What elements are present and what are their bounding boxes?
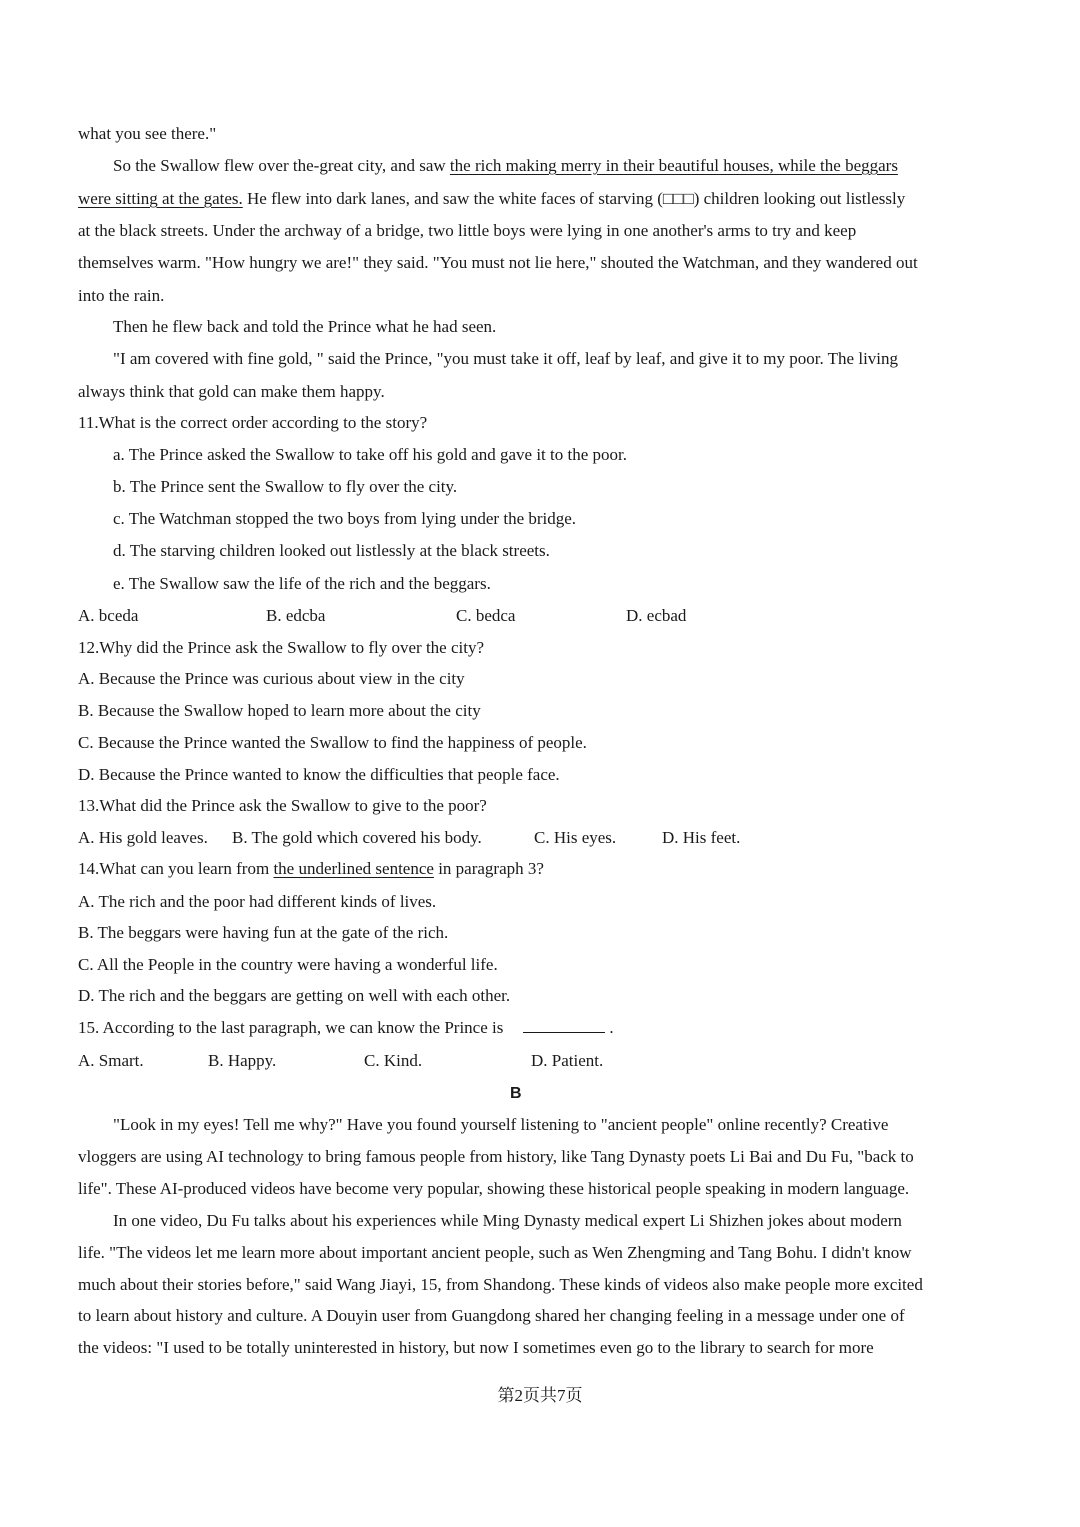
answer-option[interactable]: A. His gold leaves. xyxy=(78,828,208,847)
text: He flew into dark lanes, and saw the white faces of starving (□□□) children looking out listlessly xyxy=(242,189,906,208)
paragraph-line: into the rain. xyxy=(78,286,165,305)
answer-option[interactable]: A. Because the Prince was curious about view in the city xyxy=(78,669,465,688)
paragraph-line xyxy=(113,155,898,177)
paragraph-line: life. "The videos let me learn more about important ancient people, such as Wen Zhengming and Tang Bohu. I didn't know xyxy=(78,1243,912,1262)
underlined-sentence: the rich making merry in their beautiful houses, while the beggars xyxy=(449,156,898,175)
paragraph-line: at the black streets. Under the archway of a bridge, two little boys were lying in one another's arms to try and keep xyxy=(78,221,857,240)
text: in paragraph 3? xyxy=(433,859,544,878)
answer-option[interactable]: C. His eyes. xyxy=(534,828,617,847)
question-stem xyxy=(78,858,544,880)
answer-option[interactable]: D. His feet. xyxy=(662,828,741,847)
answer-option[interactable]: B. edcba xyxy=(266,606,326,625)
paragraph-line: what you see there." xyxy=(78,124,217,143)
answer-option[interactable]: A. bceda xyxy=(78,606,139,625)
paragraph-line: the videos: "I used to be totally uninterested in history, but now I sometimes even go to the library to search for more xyxy=(78,1338,874,1357)
underlined-sentence: were sitting at the gates. xyxy=(78,189,243,208)
question-stem xyxy=(78,1017,614,1039)
underlined-reference: the underlined sentence xyxy=(273,859,434,878)
answer-option[interactable]: C. bedca xyxy=(456,606,516,625)
order-item: c. The Watchman stopped the two boys from lying under the bridge. xyxy=(113,509,577,528)
page-number: 第2页共7页 xyxy=(497,1386,583,1405)
answer-option[interactable]: B. Because the Swallow hoped to learn more about the city xyxy=(78,701,481,720)
answer-option[interactable]: D. The rich and the beggars are getting on well with each other. xyxy=(78,986,511,1005)
paragraph-line: to learn about history and culture. A Douyin user from Guangdong shared her changing feeling in a message under one of xyxy=(78,1306,905,1325)
order-item: d. The starving children looked out listlessly at the black streets. xyxy=(113,541,550,560)
paragraph-line: In one video, Du Fu talks about his experiences while Ming Dynasty medical expert Li Shizhen jokes about modern xyxy=(113,1211,902,1230)
text: 15. According to the last paragraph, we can know the Prince is xyxy=(78,1018,504,1037)
answer-option[interactable]: B. Happy. xyxy=(208,1051,277,1070)
text: . xyxy=(609,1018,614,1037)
answer-option[interactable]: D. ecbad xyxy=(626,606,687,625)
order-item: a. The Prince asked the Swallow to take off his gold and gave it to the poor. xyxy=(113,445,627,464)
paragraph-line: always think that gold can make them happy. xyxy=(78,382,385,401)
paragraph-line: vloggers are using AI technology to bring famous people from history, like Tang Dynasty poets Li Bai and Du Fu, "back to xyxy=(78,1147,914,1166)
answer-option[interactable]: D. Because the Prince wanted to know the difficulties that people face. xyxy=(78,765,560,784)
paragraph-line: life". These AI-produced videos have become very popular, showing these historical people speaking in modern language. xyxy=(78,1179,910,1198)
answer-option[interactable]: D. Patient. xyxy=(531,1051,604,1070)
text: 14.What can you learn from xyxy=(78,859,274,878)
question-stem: 13.What did the Prince ask the Swallow to give to the poor? xyxy=(78,796,487,815)
answer-option[interactable]: B. The gold which covered his body. xyxy=(232,828,482,847)
answer-option[interactable]: C. Kind. xyxy=(364,1051,423,1070)
answer-option[interactable]: B. The beggars were having fun at the gate of the rich. xyxy=(78,923,449,942)
question-stem: 12.Why did the Prince ask the Swallow to fly over the city? xyxy=(78,638,485,657)
paragraph-line: themselves warm. "How hungry we are!" they said. "You must not lie here," shouted the Watchman, and they wandered out xyxy=(78,253,918,272)
paragraph-line: much about their stories before," said Wang Jiayi, 15, from Shandong. These kinds of videos also make people more excited xyxy=(78,1275,923,1294)
order-item: b. The Prince sent the Swallow to fly over the city. xyxy=(113,477,458,496)
answer-option[interactable]: C. Because the Prince wanted the Swallow to find the happiness of people. xyxy=(78,733,587,752)
section-heading: B xyxy=(510,1085,522,1102)
paragraph-line: "Look in my eyes! Tell me why?" Have you found yourself listening to "ancient people" online recently? Creative xyxy=(113,1115,889,1134)
answer-option[interactable]: A. Smart. xyxy=(78,1051,144,1070)
question-stem: 11.What is the correct order according to the story? xyxy=(78,413,428,432)
paragraph-line: "I am covered with fine gold, " said the Prince, "you must take it off, leaf by leaf, and give it to my poor. The living xyxy=(113,349,899,368)
answer-option[interactable]: A. The rich and the poor had different kinds of lives. xyxy=(78,892,437,911)
text: So the Swallow flew over the-great city, and saw xyxy=(113,156,450,175)
answer-option[interactable]: C. All the People in the country were having a wonderful life. xyxy=(78,955,498,974)
answer-blank[interactable] xyxy=(523,1018,605,1033)
paragraph-line: Then he flew back and told the Prince what he had seen. xyxy=(113,317,497,336)
paragraph-line xyxy=(78,188,905,210)
order-item: e. The Swallow saw the life of the rich and the beggars. xyxy=(113,574,491,593)
